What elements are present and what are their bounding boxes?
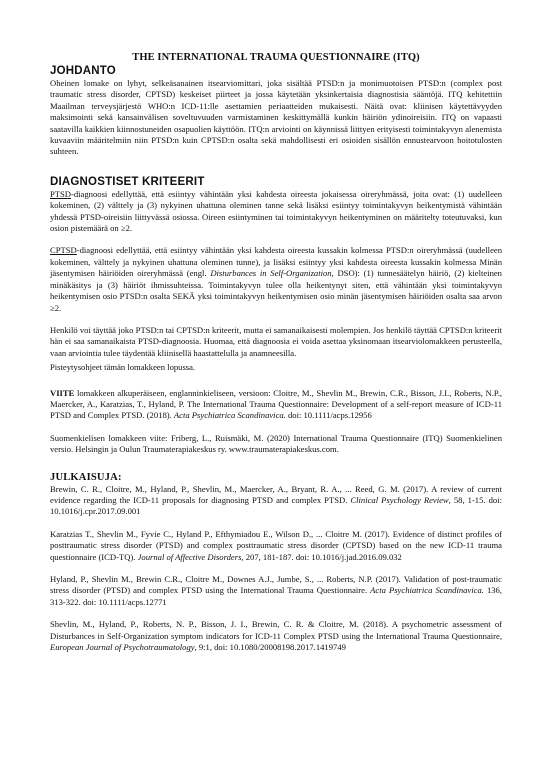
reference-text: lomakkeen alkuperäiseen, englanninkieliseen, versioon: Cloitre, M., Shevlin M., Brewin, C.R., Bisson, J.I., Roberts, N.P., Maercker, A., Karatzias, T., Hyland, P. The International Trauma Questionnaire: Development of a self-report measure of ICD-11 PTSD and Complex PTSD. (2018). xyxy=(50,387,502,421)
publication-item xyxy=(50,574,502,608)
document-page xyxy=(50,52,502,653)
cptsd-criteria-text-2: , DSO): (1) tunnesäätelyn häiriö, (2) kielteinen minäkäsitys ja (3) häiriöt ihmissuhteissa. Toimintakyvyn tulee olla heikentynyt siten, että vähintään yksi toimintakyvyn heikentymisen osio PTSD:n osalta SEKÄ yksi toimintakyvyn heikentymisen osio minän jäsentymisen häiriöiden osalta saa arvon ≥2. xyxy=(50,268,502,313)
criteria-heading: DIAGNOSTISET KRITEERIT xyxy=(50,175,205,188)
publication-text: Hyland, P., Shevlin M., Brewin C.R., Cloitre M., Downes A.J., Jumbe, S., ... Roberts, N.P. (2017). Validation of post-traumatic stress disorder (PTSD) and complex PTSD using the International Trauma Questionnaire. xyxy=(50,574,502,596)
document-title: THE INTERNATIONAL TRAUMA QUESTIONNAIRE (ITQ) xyxy=(132,52,420,63)
publication-item xyxy=(50,529,502,563)
publication-details: , 58, 1-15. doi: 10.1016/j.cpr.2017.09.001 xyxy=(50,494,502,517)
publication-journal: European Journal of Psychotraumatology xyxy=(50,642,195,653)
cptsd-criteria-paragraph xyxy=(50,245,502,313)
cptsd-criteria-text-1: -diagnoosi edellyttää, että esiintyy vähintään yksi kahdesta oireesta kussakin kolmessa PTSD:n oireryhmässä (uudelleen kokeminen, välttely ja nykyinen uhattuna oleminen tunne), ja lisäksi esiintyy yksi kahdesta oireesta kussakin kolmessa Minän jäsentymisen häiriöiden oireryhmässä (engl. xyxy=(50,245,502,279)
publications-heading xyxy=(50,472,502,483)
publication-text: Shevlin, M., Hyland, P., Roberts, N. P., Bisson, J. I., Brewin, C. R. & Cloitre, M. (2018). A psychometric assessment of Disturbances in Self-Organization symptom indicators for ICD-11 Complex PTSD using the International Trauma Questionnaire, xyxy=(50,619,502,641)
publication-details: 136, 313-322. doi: 10.1111/acps.12771 xyxy=(50,585,502,607)
cptsd-term: CPTSD xyxy=(50,245,77,256)
intro-paragraph: Oheinen lomake on lyhyt, selkeäsanainen itsearviomittari, joka sisältää PTSD:n ja monimuotoisen PTSD:n (complex post traumatic stress disorder, CPTSD) keskeiset piirteet ja jossa käytetään yksinkertaisia diagnostisia sääntöjä. ITQ kehitettiin Maailman terveysjärjestö WHO:n ICD-11:lle asettamien periaatteiden mukaisesti. Näitä ovat: kliinisen käytettävyyden maksimointi sekä kansainvälisen soveltuvuuden varmistaminen keskittymällä kunkin häiriön ydinoireisiin. ITQ on vapaasti saatavilla kaikkien kiinnostuneiden osapuolien käyttöön. ITQ:n arviointi on käynnissä liittyen erityisesti toimintakyvyn alenemista kuvaaviin määritelmiin niin PTSD:n kuin CPTSD:n osalta sekä mahdollisesti eri osioiden sisällön ennustearvoon hoitotulosten suhteen. xyxy=(50,78,502,157)
publication-item xyxy=(50,484,502,518)
publication-details: , 9:1, doi: 10.1080/20008198.2017.1419749 xyxy=(194,642,346,653)
diagnosis-note-paragraph: Henkilö voi täyttää joko PTSD:n tai CPTSD:n kriteerit, mutta ei samanaikaisesti molempien. Jos henkilö täyttää CPTSD:n kriteerit hän ei saa samanaikaista PTSD-diagnoosia. Huomaa, että diagnoosia ei voida asettaa yksinomaan itsearviolomakkeen perusteella, vaan arviointia tulee täydentää kliinisellä haastattelulla ja anamneesilla. xyxy=(50,324,502,358)
publication-item xyxy=(50,619,502,653)
publication-list xyxy=(50,484,502,654)
ptsd-criteria-text: -diagnoosi edellyttää, että esiintyy vähintään yksi kahdesta oireesta jokaisessa oireryhmässä, joita ovat: (1) uudelleen kokeminen, (2) välttely ja (3) nykyinen uhattuna oleminen tanne sekä lisäksi esiintyy toimintakyvyn heikentymistä vähintään yhdessä PTSD-oireisiin liittyvässä osiossa. Oireen esiintyminen tai toimintakyvyn heikentyminen on määritelty toteutuvaksi, kun osion pistemäärä on ≥2. xyxy=(50,188,502,234)
reference-label: VIITE xyxy=(50,387,75,398)
publication-journal: Acta Psychiatrica Scandinavica. xyxy=(370,585,484,596)
publication-journal: Clinical Psychology Review xyxy=(350,494,449,505)
ptsd-criteria-paragraph xyxy=(50,189,502,235)
publications-heading-text: JULKAISUJA xyxy=(50,471,118,483)
publication-text: Karatzias T., Shevlin M., Fyvie C., Hyland P., Efthymiadou E., Wilson D., ... Cloitre M. (2017). Evidence of distinct profiles of posttraumatic stress disorder (PTSD) and complex posttraumatic stress disorder (CPTSD) based on the new ICD-11 trauma questionnaire (ICD-TQ). xyxy=(50,528,502,562)
publication-details: 207, 181-187. doi: 10.1016/j.jad.2016.09.032 xyxy=(243,551,402,562)
finnish-reference-paragraph: Suomenkielisen lomakkeen viite: Friberg, L., Ruismäki, M. (2020) International Trauma Questionnaire (ITQ) Suomenkielinen versio. Helsingin ja Oulun Traumaterapiakeskus ry. www.traumaterapiakeskus.com. xyxy=(50,432,502,455)
publication-journal: Journal of Affective Disorders, xyxy=(137,551,244,562)
reference-journal: Acta Psychiatrica Scandinavica. xyxy=(173,410,286,421)
ptsd-term: PTSD xyxy=(50,188,72,199)
publications-heading-colon: : xyxy=(117,471,122,483)
publication-text: Brewin, C. R., Cloitre, M., Hyland, P., Shevlin, M., Maercker, A., Bryant, R. A., ... Reed, G. M. (2017). A review of current evidence regarding the ICD-11 proposals for diagnosing PTSD and complex PTSD. xyxy=(50,483,502,505)
scoring-note: Pisteytysohjeet tämän lomakkeen lopussa. xyxy=(50,362,196,373)
intro-heading: JOHDANTO xyxy=(50,65,116,77)
cptsd-italic-term: Disturbances in Self-Organization xyxy=(210,268,332,279)
reference-paragraph xyxy=(50,388,502,422)
reference-doi: doi: 10.1111/acps.12956 xyxy=(285,410,372,421)
